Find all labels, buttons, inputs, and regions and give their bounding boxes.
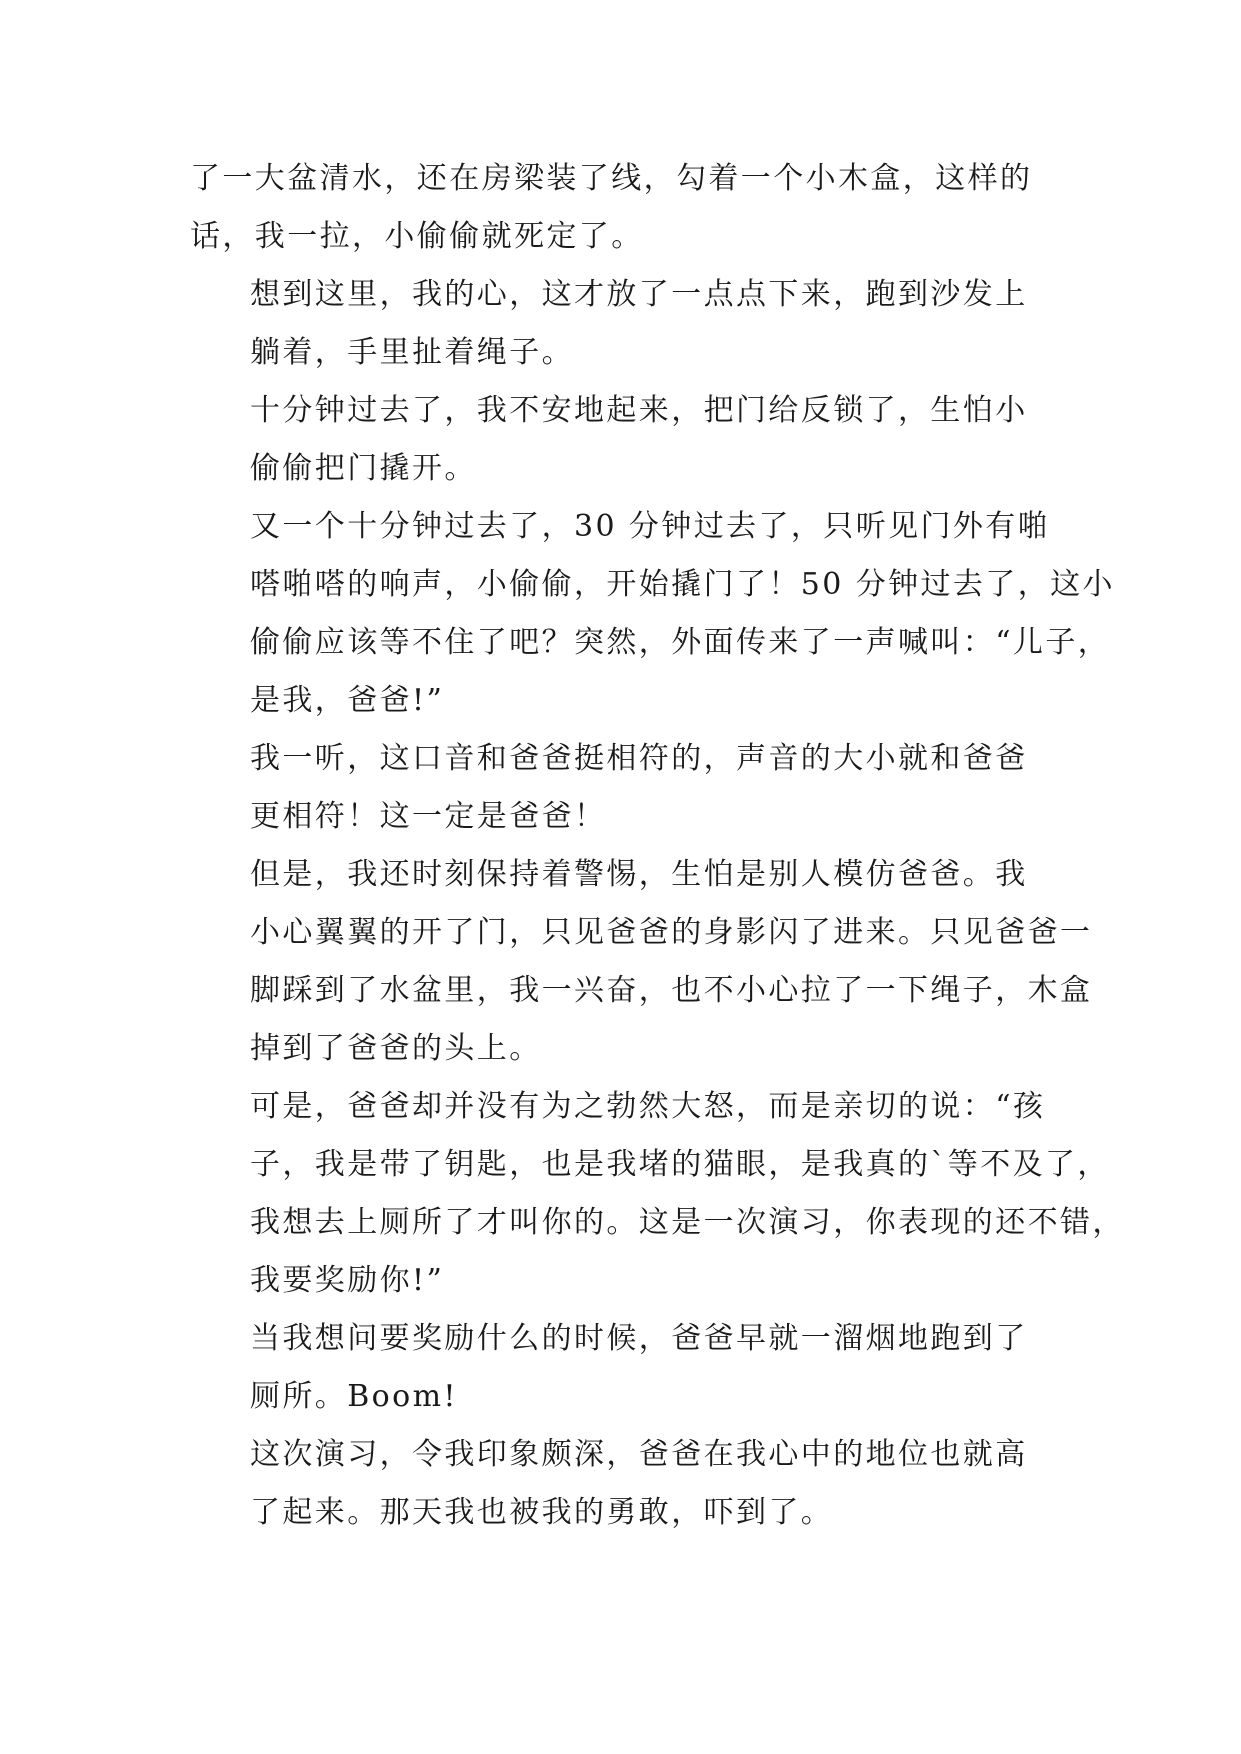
text-line: 想到这里，我的心，这才放了一点点下来，跑到沙发上 bbox=[250, 277, 1028, 312]
paragraph bbox=[190, 1078, 1125, 1310]
text-line: 这次演习，令我印象颇深，爸爸在我心中的地位也就高 bbox=[250, 1437, 1028, 1472]
text-line: 可是，爸爸却并没有为之勃然大怒，而是亲切的说：“孩 bbox=[250, 1089, 1046, 1124]
text-line: 我想去上厕所了才叫你的。这是一次演习，你表现的还不错， bbox=[250, 1205, 1125, 1240]
paragraph bbox=[190, 1310, 1064, 1426]
text-line: 了起来。那天我也被我的勇敢，吓到了。 bbox=[250, 1495, 834, 1530]
text-line: 躺着，手里扯着绳子。 bbox=[250, 335, 574, 370]
text-line: 又一个十分钟过去了，30 分钟过去了，只听见门外有啪 bbox=[250, 509, 1051, 544]
text-line: 更相符！这一定是爸爸！ bbox=[250, 799, 607, 834]
text-line: 了一大盆清水，还在房梁装了线，勾着一个小木盒，这样的 bbox=[190, 161, 1033, 196]
paragraph bbox=[190, 266, 1064, 382]
paragraph bbox=[190, 382, 1064, 498]
text-line: 但是，我还时刻保持着警惕，生怕是别人模仿爸爸。我 bbox=[250, 857, 1028, 892]
text-line: 嗒啪嗒的响声，小偷偷，开始撬门了！50 分钟过去了，这小 bbox=[250, 567, 1115, 602]
paragraph bbox=[190, 1426, 1064, 1542]
text-line: 厕所。Boom! bbox=[250, 1379, 458, 1414]
text-line: 掉到了爸爸的头上。 bbox=[250, 1031, 542, 1066]
text-line: 十分钟过去了，我不安地起来，把门给反锁了，生怕小 bbox=[250, 393, 1028, 428]
text-line: 小心翼翼的开了门，只见爸爸的身影闪了进来。只见爸爸一 bbox=[250, 915, 1093, 950]
document-body bbox=[190, 150, 1125, 1542]
paragraph bbox=[190, 150, 1064, 266]
text-line: 偷偷应该等不住了吧？突然，外面传来了一声喊叫：“儿子， bbox=[250, 625, 1111, 660]
text-line: 偷偷把门撬开。 bbox=[250, 451, 477, 486]
text-line: 话，我一拉，小偷偷就死定了。 bbox=[190, 219, 644, 254]
paragraph bbox=[190, 498, 1115, 730]
paragraph bbox=[190, 846, 1093, 1078]
text-line: 当我想问要奖励什么的时候，爸爸早就一溜烟地跑到了 bbox=[250, 1321, 1028, 1356]
text-line: 子，我是带了钥匙，也是我堵的猫眼，是我真的`等不及了， bbox=[250, 1147, 1110, 1182]
text-line: 我要奖励你!” bbox=[250, 1263, 445, 1298]
text-line: 脚踩到了水盆里，我一兴奋，也不小心拉了一下绳子，木盒 bbox=[250, 973, 1093, 1008]
paragraph bbox=[190, 730, 1064, 846]
text-line: 是我，爸爸!” bbox=[250, 683, 445, 718]
text-line: 我一听，这口音和爸爸挺相符的，声音的大小就和爸爸 bbox=[250, 741, 1028, 776]
